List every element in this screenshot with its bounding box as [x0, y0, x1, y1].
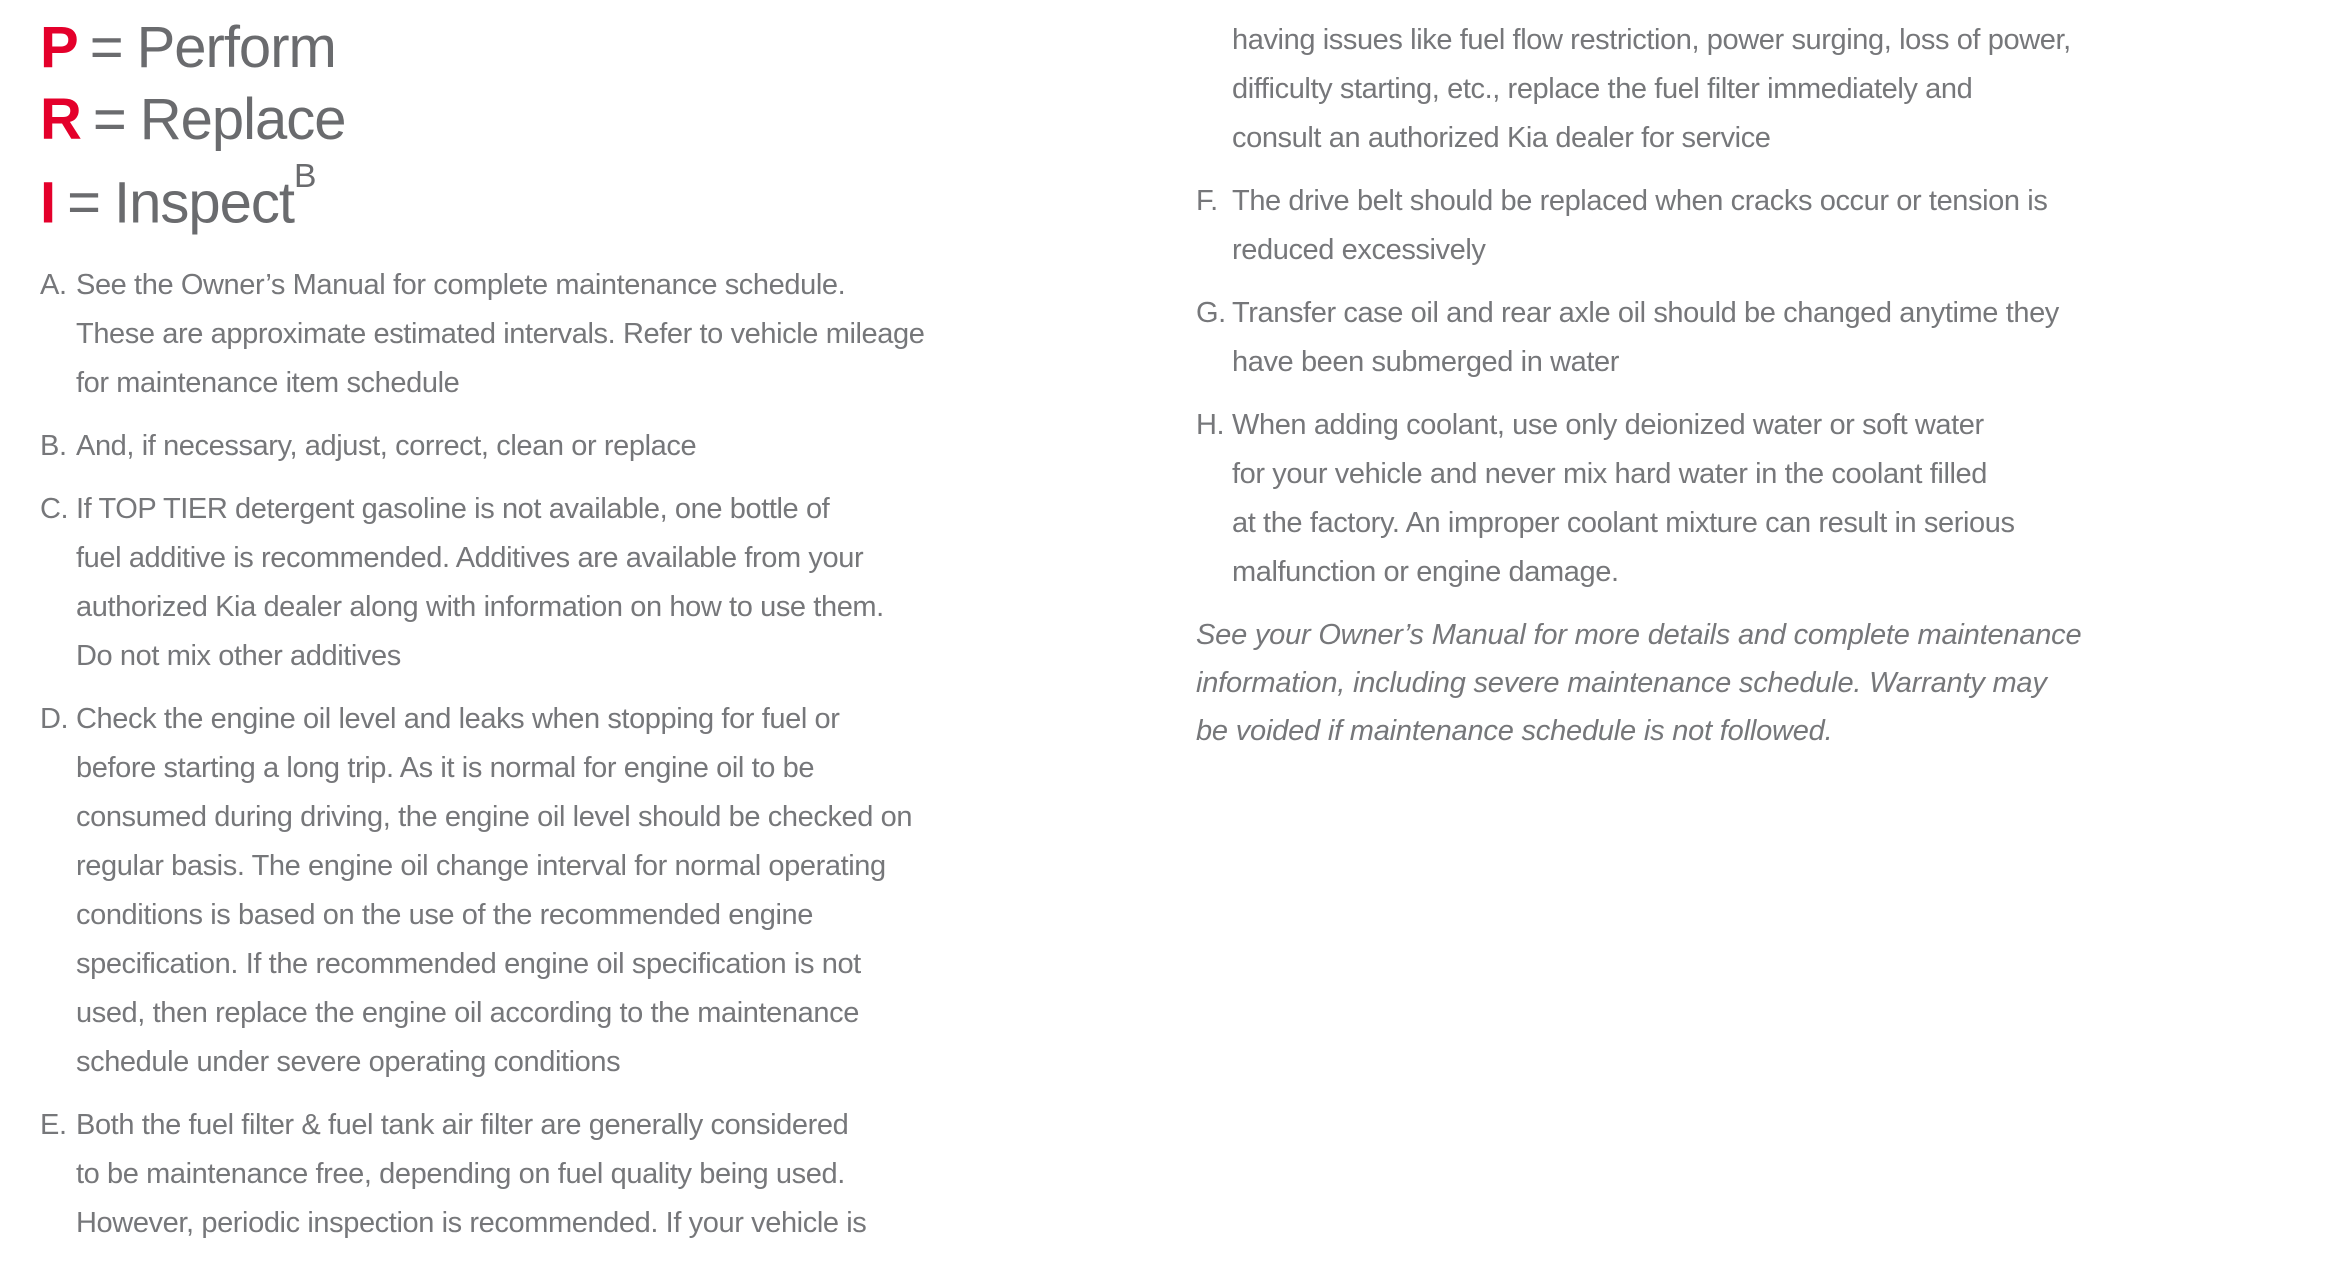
note-item [40, 261, 1155, 408]
note-text [76, 485, 1155, 681]
note-line: reduced excessively [1232, 234, 1486, 266]
note-item [40, 1101, 1155, 1248]
note-line: Both the fuel filter & fuel tank air filter are generally considered [76, 1109, 849, 1142]
note-line: malfunction or engine damage. [1232, 556, 1619, 588]
note-label: G. [1196, 297, 1226, 329]
legend-letter: R [40, 87, 81, 152]
note-text [1232, 177, 2321, 275]
legend-equals: = [92, 87, 126, 152]
note-line: When adding coolant, use only deionized water or soft water [1232, 409, 1984, 441]
legend-row [40, 84, 1155, 156]
right-column [1196, 16, 2321, 755]
legend-word: Perform [136, 15, 336, 80]
note-line: for your vehicle and never mix hard water in the coolant filled [1232, 458, 1987, 490]
note-item [1196, 177, 2321, 275]
footnote-line: See your Owner’s Manual for more details and complete maintenance [1196, 619, 2082, 651]
note-item [1196, 16, 2321, 163]
note-label: A. [40, 269, 67, 302]
note-line: to be maintenance free, depending on fuel quality being used. [76, 1158, 845, 1191]
note-line: And, if necessary, adjust, correct, clean or replace [76, 430, 697, 463]
note-line: specification. If the recommended engine oil specification is not [76, 948, 861, 981]
note-line: schedule under severe operating conditions [76, 1046, 621, 1079]
note-line: See the Owner’s Manual for complete maintenance schedule. [76, 269, 846, 302]
legend [40, 12, 1155, 239]
note-line: Transfer case oil and rear axle oil should be changed anytime they [1232, 297, 2059, 329]
footnote-line: be voided if maintenance schedule is not followed. [1196, 715, 1833, 747]
notes-list-left [40, 261, 1155, 1248]
footnote [1196, 611, 2321, 755]
note-item [1196, 289, 2321, 387]
notes-list-right [1196, 16, 2321, 597]
note-line: The drive belt should be replaced when cracks occur or tension is [1232, 185, 2048, 217]
note-label: E. [40, 1109, 67, 1142]
note-line: consumed during driving, the engine oil level should be checked on [76, 801, 913, 834]
legend-equals: = [89, 15, 123, 80]
note-item [40, 695, 1155, 1087]
legend-word: Inspect [114, 170, 294, 236]
left-column [40, 12, 1155, 1262]
note-line: These are approximate estimated intervals. Refer to vehicle mileage [76, 318, 925, 351]
note-label: F. [1196, 185, 1218, 217]
note-label: D. [40, 703, 69, 736]
note-text [1232, 16, 2321, 163]
note-line: difficulty starting, etc., replace the fuel filter immediately and [1232, 73, 1973, 105]
legend-row [40, 156, 1155, 239]
note-label: C. [40, 493, 69, 526]
note-line: having issues like fuel flow restriction, power surging, loss of power, [1232, 24, 2071, 56]
note-line: If TOP TIER detergent gasoline is not available, one bottle of [76, 493, 830, 526]
note-label: H. [1196, 409, 1225, 441]
note-line: have been submerged in water [1232, 346, 1619, 378]
note-text [1232, 289, 2321, 387]
note-line: regular basis. The engine oil change interval for normal operating [76, 850, 886, 883]
legend-letter: I [40, 170, 56, 236]
note-line: authorized Kia dealer along with information on how to use them. [76, 591, 884, 624]
footnote-line: information, including severe maintenance schedule. Warranty may [1196, 667, 2047, 699]
note-line: However, periodic inspection is recommended. If your vehicle is [76, 1207, 867, 1240]
note-item [40, 485, 1155, 681]
legend-letter: P [40, 15, 78, 80]
note-text [76, 1101, 1155, 1248]
note-text [76, 695, 1155, 1087]
legend-row [40, 12, 1155, 84]
note-line: fuel additive is recommended. Additives are available from your [76, 542, 864, 575]
note-line: Check the engine oil level and leaks when stopping for fuel or [76, 703, 840, 736]
note-item [40, 422, 1155, 471]
legend-word: Replace [139, 87, 346, 152]
note-line: conditions is based on the use of the recommended engine [76, 899, 813, 932]
note-line: consult an authorized Kia dealer for service [1232, 122, 1771, 154]
legend-superscript: B [294, 157, 317, 195]
note-text [76, 422, 1155, 471]
note-line: Do not mix other additives [76, 640, 401, 673]
note-line: before starting a long trip. As it is normal for engine oil to be [76, 752, 815, 785]
note-line: at the factory. An improper coolant mixture can result in serious [1232, 507, 2015, 539]
note-text [76, 261, 1155, 408]
note-line: for maintenance item schedule [76, 367, 460, 400]
note-label: B. [40, 430, 67, 463]
legend-equals: = [67, 170, 100, 236]
note-item [1196, 401, 2321, 597]
note-line: used, then replace the engine oil according to the maintenance [76, 997, 859, 1030]
note-text [1232, 401, 2321, 597]
